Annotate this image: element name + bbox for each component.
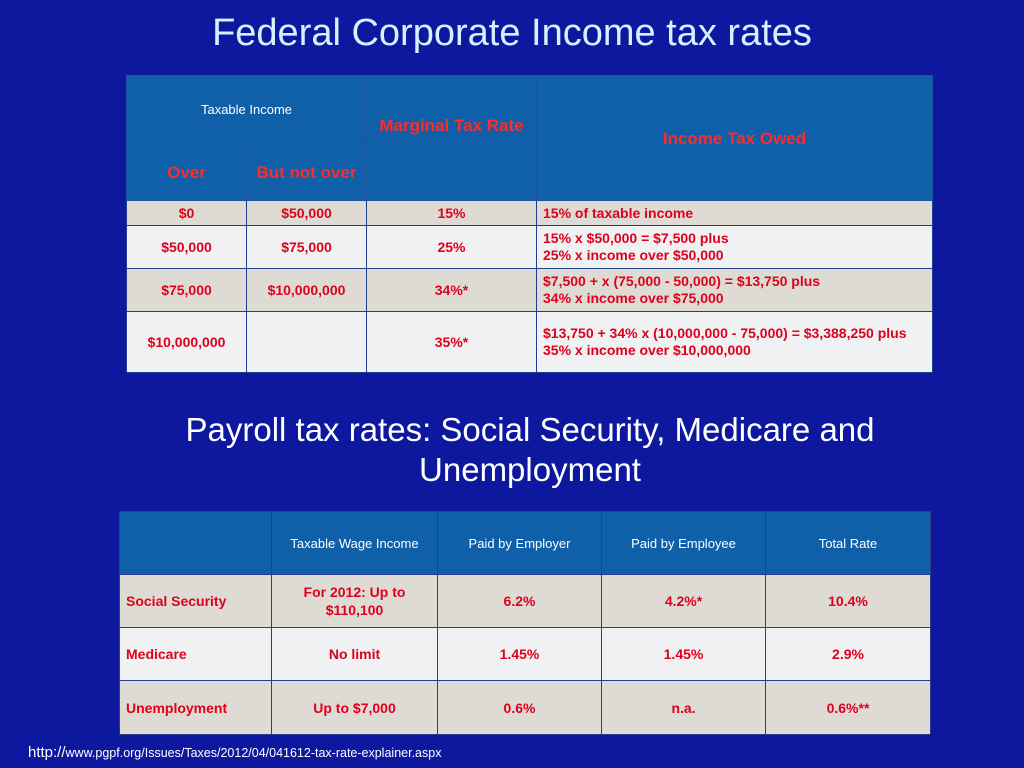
- payroll-header-blank: [120, 512, 272, 575]
- taxable-wage-header: Taxable Wage Income: [272, 512, 438, 575]
- owed-line: 34% x income over $75,000: [543, 290, 724, 306]
- paid-by-employee-header: Paid by Employee: [602, 512, 766, 575]
- wage-cell: Up to $7,000: [272, 681, 438, 735]
- owed-cell: [537, 312, 933, 373]
- source-link[interactable]: [28, 744, 441, 761]
- payroll-row: [120, 628, 931, 681]
- wage-cell: For 2012: Up to $110,100: [272, 575, 438, 628]
- but-not-over-header: But not over: [247, 144, 367, 201]
- total-cell: 2.9%: [766, 628, 931, 681]
- total-cell: 10.4%: [766, 575, 931, 628]
- over-cell: $75,000: [127, 269, 247, 312]
- employee-cell: 1.45%: [602, 628, 766, 681]
- source-link-url: www.pgpf.org/Issues/Taxes/2012/04/041612-tax-rate-explainer.aspx: [65, 746, 442, 760]
- payroll-header-row: [120, 512, 931, 575]
- over-cell: $0: [127, 201, 247, 226]
- over-cell: $10,000,000: [127, 312, 247, 373]
- wage-cell: No limit: [272, 628, 438, 681]
- over-cell: $50,000: [127, 226, 247, 269]
- rate-cell: 15%: [367, 201, 537, 226]
- marginal-rate-header: Marginal Tax Rate: [367, 76, 537, 201]
- total-rate-header: Total Rate: [766, 512, 931, 575]
- payroll-tax-table: [119, 511, 931, 735]
- corporate-row: [127, 312, 933, 373]
- corporate-row: [127, 201, 933, 226]
- rate-cell: 25%: [367, 226, 537, 269]
- income-tax-owed-header: Income Tax Owed: [537, 76, 933, 201]
- employee-cell: 4.2%*: [602, 575, 766, 628]
- payroll-row: [120, 681, 931, 735]
- slide-title-corporate: Federal Corporate Income tax rates: [212, 12, 812, 54]
- owed-line: 35% x income over $10,000,000: [543, 342, 751, 358]
- not-over-cell: $50,000: [247, 201, 367, 226]
- owed-line: $13,750 + 34% x (10,000,000 - 75,000) = $3,388,250 plus: [543, 325, 907, 341]
- corporate-row: [127, 269, 933, 312]
- owed-line: 15% x $50,000 = $7,500 plus: [543, 230, 729, 246]
- not-over-cell: $75,000: [247, 226, 367, 269]
- owed-line: $7,500 + x (75,000 - 50,000) = $13,750 plus: [543, 273, 821, 289]
- rate-cell: 35%*: [367, 312, 537, 373]
- not-over-cell: $10,000,000: [247, 269, 367, 312]
- payroll-row: [120, 575, 931, 628]
- rate-cell: 34%*: [367, 269, 537, 312]
- tax-name-cell: Medicare: [120, 628, 272, 681]
- owed-line: 15% of taxable income: [543, 204, 694, 221]
- employer-cell: 6.2%: [438, 575, 602, 628]
- employee-cell: n.a.: [602, 681, 766, 735]
- tax-name-cell: Social Security: [120, 575, 272, 628]
- taxable-income-header: Taxable Income: [127, 76, 367, 144]
- owed-cell: [537, 201, 933, 226]
- owed-line: 25% x income over $50,000: [543, 247, 724, 263]
- employer-cell: 0.6%: [438, 681, 602, 735]
- not-over-cell: [247, 312, 367, 373]
- over-header: Over: [127, 144, 247, 201]
- corporate-header-row: [127, 76, 933, 144]
- source-link-prefix: http://: [28, 744, 66, 761]
- employer-cell: 1.45%: [438, 628, 602, 681]
- paid-by-employer-header: Paid by Employer: [438, 512, 602, 575]
- owed-cell: [537, 226, 933, 269]
- owed-cell: [537, 269, 933, 312]
- total-cell: 0.6%**: [766, 681, 931, 735]
- corporate-row: [127, 226, 933, 269]
- slide-title-payroll: Payroll tax rates: Social Security, Medicare and Unemployment: [185, 411, 875, 488]
- tax-name-cell: Unemployment: [120, 681, 272, 735]
- corporate-tax-table: [126, 75, 933, 373]
